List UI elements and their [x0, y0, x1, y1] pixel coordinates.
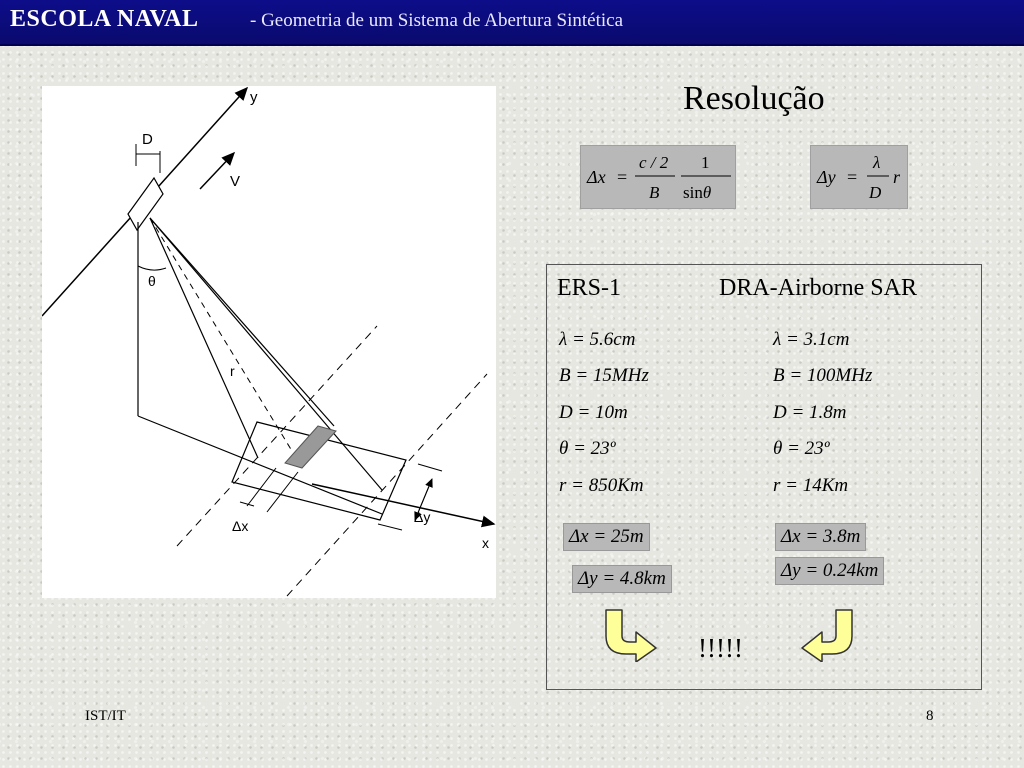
- label-y: y: [250, 89, 258, 106]
- svg-text:D: D: [869, 183, 882, 202]
- dra-lambda: λ = 3.1cm: [773, 329, 850, 350]
- title-bar: [0, 0, 1024, 46]
- left-curved-arrow-icon: [600, 606, 660, 662]
- dra-dy-result: Δy = 0.24km: [775, 557, 884, 585]
- label-dy: Δy: [414, 509, 431, 525]
- svg-text:1: 1: [701, 153, 710, 172]
- dra-header: DRA-Airborne SAR: [719, 275, 917, 301]
- svg-text:λ: λ: [873, 153, 881, 172]
- svg-text:Δy: Δy: [817, 167, 836, 187]
- dra-theta: θ = 23º: [773, 438, 830, 459]
- label-r: r: [230, 363, 235, 379]
- label-dx: Δx: [232, 518, 249, 534]
- slide-title: Resolução: [683, 80, 825, 117]
- velocity-arrow: [200, 153, 234, 189]
- ers1-range: r = 850Km: [559, 475, 644, 496]
- resolution-cell: [285, 426, 336, 468]
- svg-text:=: =: [617, 167, 628, 187]
- brand-title: ESCOLA NAVAL: [10, 6, 199, 32]
- ers1-header: ERS-1: [557, 275, 622, 301]
- ers1-dy-result: Δy = 4.8km: [572, 565, 672, 593]
- footer-left: IST/IT: [85, 708, 126, 724]
- exclamation-text: !!!!!: [698, 633, 743, 663]
- slide-subtitle: - Geometria de um Sistema de Abertura Sintética: [250, 10, 624, 31]
- dy-formula-render: [811, 146, 907, 208]
- label-x: x: [482, 535, 489, 551]
- page-number: 8: [926, 708, 934, 724]
- dx-formula-render: [581, 146, 735, 208]
- label-theta: θ: [148, 273, 156, 289]
- label-D: D: [142, 131, 153, 148]
- dy-formula-box: [810, 145, 908, 209]
- sar-geometry-diagram: [42, 86, 496, 598]
- label-V: V: [230, 173, 241, 190]
- right-curved-arrow-icon: [798, 606, 858, 662]
- ers1-dx-result: Δx = 25m: [563, 523, 650, 551]
- dx-formula-box: [580, 145, 736, 209]
- dra-bandwidth: B = 100MHz: [773, 365, 873, 386]
- svg-text:sinθ: sinθ: [683, 183, 712, 202]
- x-axis: [312, 484, 494, 524]
- dra-range: r = 14Km: [773, 475, 849, 496]
- ers1-bandwidth: B = 15MHz: [559, 365, 649, 386]
- svg-text:B: B: [649, 183, 660, 202]
- svg-text:Δx: Δx: [587, 167, 606, 187]
- ers1-lambda: λ = 5.6cm: [559, 329, 636, 350]
- ers1-theta: θ = 23º: [559, 438, 616, 459]
- svg-text:c / 2: c / 2: [639, 153, 669, 172]
- dra-dx-result: Δx = 3.8m: [775, 523, 866, 551]
- antenna: [128, 178, 163, 230]
- ers1-antenna-length: D = 10m: [559, 402, 628, 423]
- svg-text:r: r: [893, 167, 901, 187]
- svg-text:=: =: [847, 167, 858, 187]
- dra-antenna-length: D = 1.8m: [773, 402, 847, 423]
- sar-geometry-figure: [42, 86, 496, 598]
